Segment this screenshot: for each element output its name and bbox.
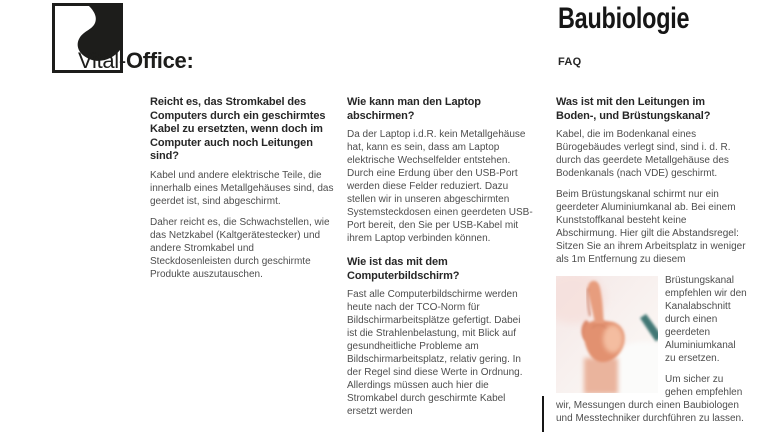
question-bildschirm: Wie ist das mit dem Computerbildschirm?: [347, 256, 460, 282]
question-laptop: Wie kann man den Laptop abschirmen?: [347, 96, 481, 122]
brand-wordmark: [78, 50, 194, 72]
question-kanal: Was ist mit den Leitungen im Boden-, und Brüstungskanal?: [556, 96, 711, 122]
faq-column-1: [150, 96, 336, 289]
faq-column-2: [347, 96, 533, 426]
answer-paragraph: Kabel, die im Bodenkanal eines Bürogebäudes verlegt sind, sind i. d. R. durch das geerdete Metallgehäuse des Bodenkanals (nach VDE) geschirmt.: [556, 129, 731, 179]
brand-bold: Office:: [125, 48, 194, 73]
question-stromkabel: Reicht es, das Stromkabel des Computers durch ein geschirmtes Kabel zu ersetzten, wenn doch im Computer auch noch Leitungen sind?: [150, 96, 326, 162]
faq-label: FAQ: [558, 56, 582, 68]
answer-paragraph: Brüstungskanal empfehlen wir den Kanalabschnitt durch einen geerdeten Aluminiumkanal zu ersetzen.: [665, 275, 747, 364]
page-title: Baubiologie: [558, 2, 690, 35]
answer-paragraph: Fast alle Computerbildschirme werden heute nach der TCO-Norm für Bildschirmarbeitsplätze gefertigt. Dabei ist die Strahlenbelastung, mit Blick auf gesundheitliche Probleme am Bildschirmarbeitsplatz, relativ gering. In der Regel sind diese Werte in Ordnung. Allerdings müssen auch hier die Stromkabel durch geschirmte Kabel ersetzt werden: [347, 289, 523, 417]
brand-regular: Vital-: [78, 48, 126, 73]
crop-mark: [542, 396, 544, 432]
answer-paragraph: Daher reicht es, die Schwachstellen, wie das Netzkabel (Kaltgerätestecker) und andere Stromkabel und Steckdosenleisten durch geschirmte Produkte auszutauschen.: [150, 216, 330, 280]
answer-paragraph: Um sicher zu gehen empfehlen wir, Messungen durch einen Baubiologen und Messtechniker durchführen zu lassen.: [556, 374, 744, 424]
faq-column-3: [556, 96, 747, 432]
answer-paragraph: Kabel und andere elektrische Teile, die innerhalb eines Metallgehäuses sind, das geerdet ist, sind abgeschirmt.: [150, 169, 334, 207]
answer-paragraph: Beim Brüstungskanal schirmt nur ein geerdeter Aluminiumkanal ab. Bei einem Kunststoffkanal besteht keine Abschirmung. Hier gilt die Abstandsregel: Sitzen Sie an ihrem Arbeitsplatz in weniger als 1m Entfernung zu diesem: [556, 189, 746, 265]
answer-paragraph: Da der Laptop i.d.R. kein Metallgehäuse hat, kann es sein, dass am Laptop elektrische Wechselfelder entstehen. Durch eine Erdung über den USB-Port werden diese Felder reduziert. Dazu stellen wir in unseren abgeschirmten Systemsteckdosen einen geerdeten USB-Port bereit, den Sie per USB-Kabel mit ihrem Laptop verbinden können.: [347, 129, 533, 244]
vital-office-logo: [52, 3, 252, 79]
pointing-hand-photo: [556, 276, 658, 393]
pointing-finger-image: [556, 276, 658, 393]
